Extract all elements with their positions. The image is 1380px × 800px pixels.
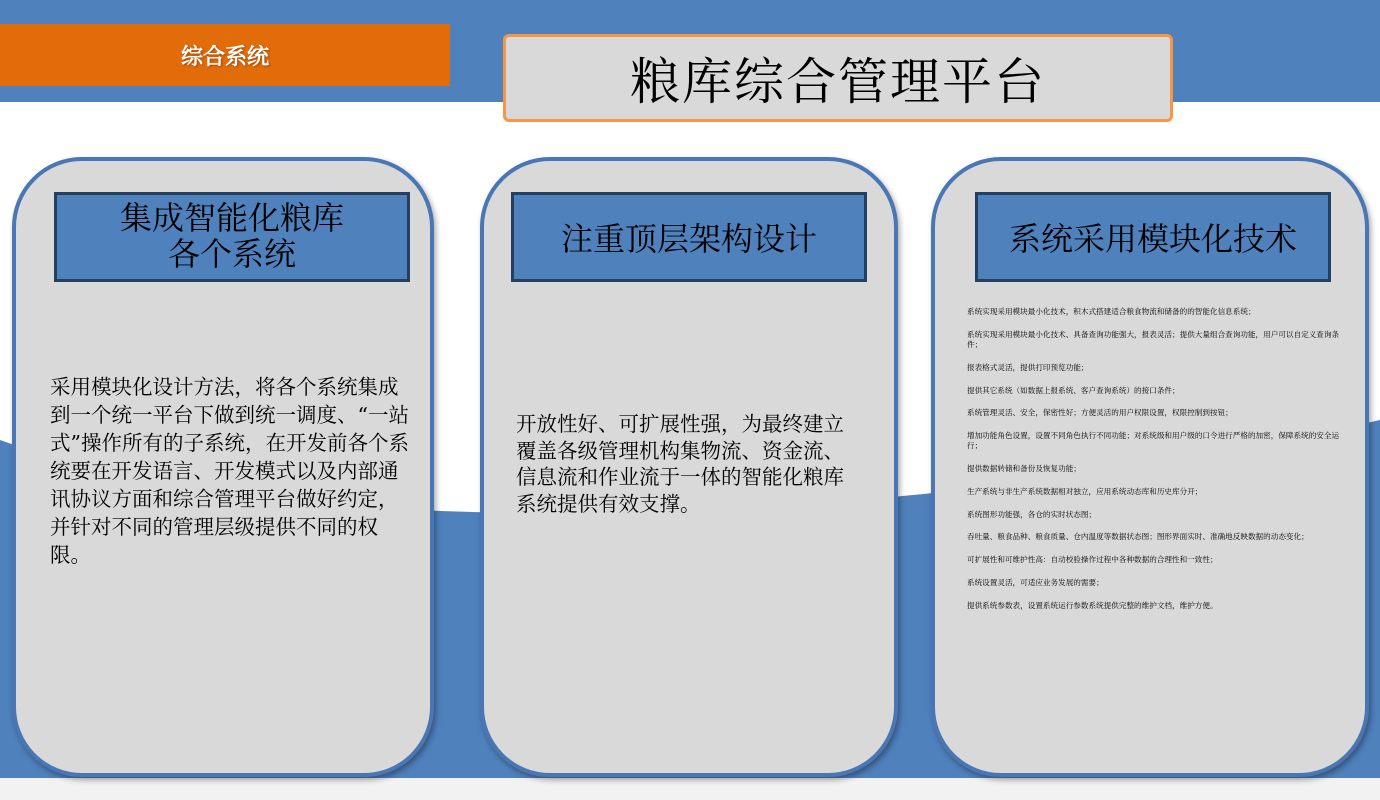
card-architecture-title: 注重顶层架构设计 xyxy=(560,220,817,258)
list-item: 提供数据转储和备份及恢复功能； xyxy=(967,464,1081,473)
list-item: 可扩展性和可维护性高：自动校验操作过程中各种数据的合理性和一致性； xyxy=(967,555,1218,564)
list-item: 系统管理灵活、安全，保密性好；方便灵活的用户权限设置，权限控制到按钮； xyxy=(967,408,1233,418)
card-integration-body: 采用模块化设计方法，将各个系统集成到一个统一平台下做到统一调度、“一站式”操作所有的子系统，在开发前各个系统要在开发语言、开发模式以及内部通讯协议方面和综合管理平台做好约定，并针对不同的管理层级提供不同的权限。 xyxy=(50,375,409,568)
list-item: 增加功能角色设置，设置不同角色执行不同功能；对系统级和用户级的口令进行严格的加密，保障系统的安全运行； xyxy=(967,431,1340,451)
list-item: 报表格式灵活，提供打印预览功能； xyxy=(967,362,1089,372)
list-item: 提供其它系统（如数据上报系统、客户查询系统）的接口条件； xyxy=(967,385,1180,395)
list-item: 系统设置灵活，可适应业务发展的需要； xyxy=(967,577,1104,587)
list-item: 提供系统参数表，设置系统运行参数系统提供完整的维护文档，维护方便。 xyxy=(967,600,1218,610)
list-item: 系统图形功能强，各仓的实时状态图； xyxy=(967,509,1097,519)
list-item: 系统实现采用模块最小化技术、具备查询功能强大，报表灵活；提供大量组合查询功能，用户可以自定义查询条件； xyxy=(967,329,1340,349)
bottom-strip xyxy=(0,778,1380,800)
card-integration-title: 集成智能化粮库 各个系统 xyxy=(119,199,344,273)
card-architecture xyxy=(480,157,898,777)
card-architecture-header xyxy=(511,192,867,282)
section-tab-label: 综合系统 xyxy=(180,44,269,70)
card-modular xyxy=(931,157,1369,777)
card-integration-header xyxy=(54,192,410,282)
card-modular-list xyxy=(967,307,1347,623)
page-title-box xyxy=(503,34,1173,122)
card-architecture-body: 开放性好、可扩展性强，为最终建立覆盖各级管理机构集物流、资金流、信息流和作业流于一体的智能化粮库系统提供有效支撑。 xyxy=(516,412,844,516)
list-item: 吞吐量、粮食品种、粮食质量、仓内温度等数据状态图；图形界面实时、准确地反映数据的动态变化； xyxy=(967,532,1309,542)
page-title: 粮库综合管理平台 xyxy=(630,53,1046,111)
list-item: 生产系统与非生产系统数据相对独立，应用系统动态库和历史库分开； xyxy=(967,486,1203,496)
section-tab xyxy=(0,24,450,86)
list-item: 系统实现采用模块最小化技术，积木式搭建适合粮食物流和储备的的智能化信息系统； xyxy=(967,307,1256,316)
card-integration xyxy=(12,157,434,777)
card-modular-header xyxy=(975,192,1331,282)
card-modular-title: 系统采用模块化技术 xyxy=(1008,220,1297,258)
